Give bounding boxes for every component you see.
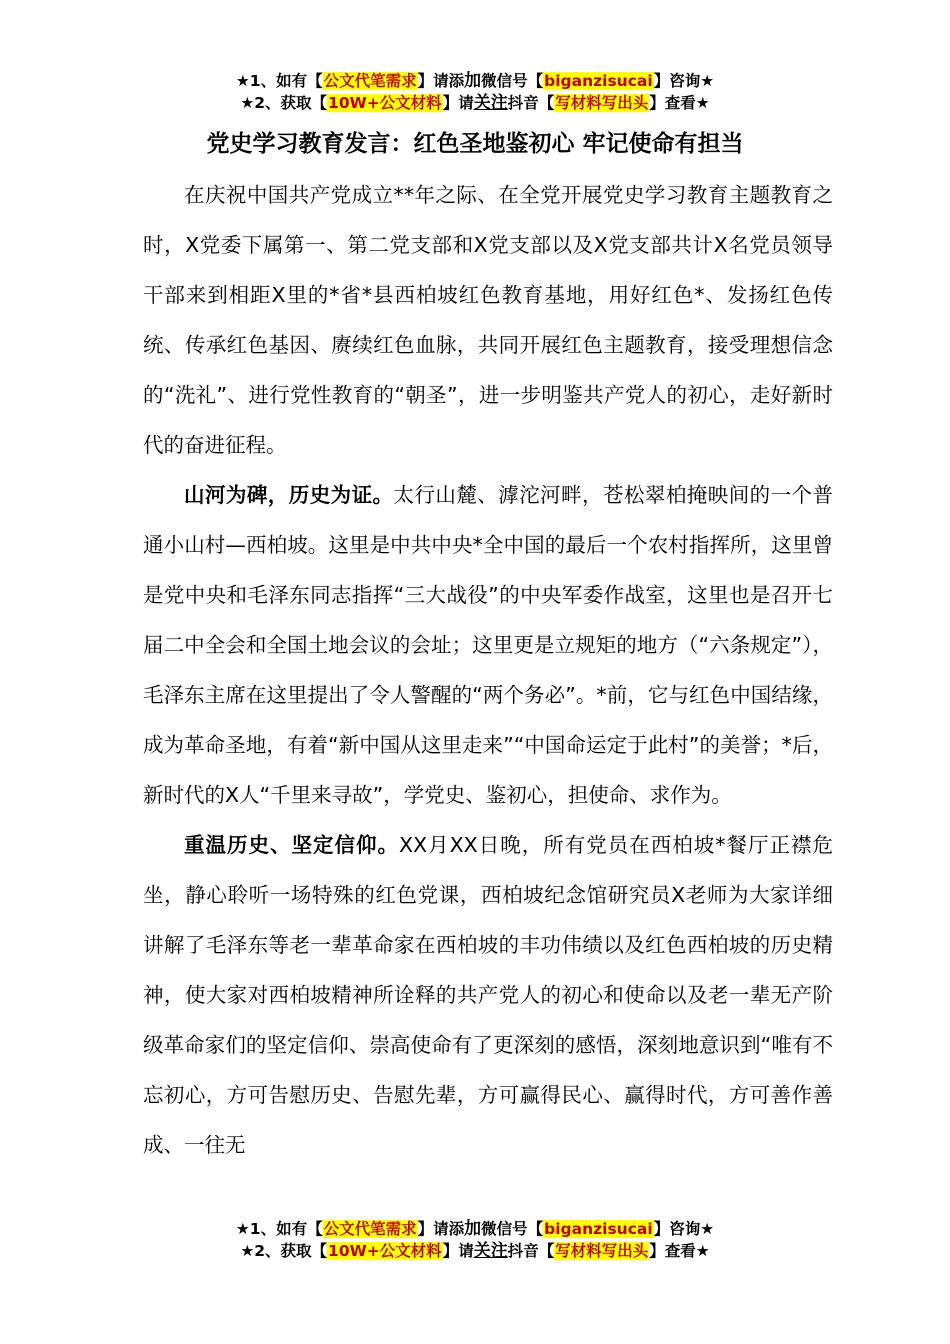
promo-highlight: 公文代笔需求 bbox=[323, 72, 417, 90]
promo-wechat-id: biganzisucai bbox=[544, 1220, 653, 1238]
paragraph-3 bbox=[143, 820, 833, 1170]
promo-highlight: 公文代笔需求 bbox=[323, 1220, 417, 1238]
document-title: 党史学习教育发言：红色圣地鉴初心 牢记使命有担当 bbox=[206, 131, 744, 157]
promo-line-2 bbox=[0, 92, 950, 114]
paragraph-lead: 重温历史、坚定信仰。 bbox=[184, 833, 400, 857]
promo-line-1 bbox=[0, 1218, 950, 1240]
promo-account-name: 写材料写出头 bbox=[555, 1242, 649, 1260]
promo-text: 】咨询★ bbox=[653, 72, 715, 90]
promo-text: ★1、如有【 bbox=[235, 72, 323, 90]
paragraph-text: 太行山麓、滹沱河畔，苍松翠柏掩映间的一个普通小山村—西柏坡。这里是中共中央*全中国的最后一个农村指挥所，这里曾是党中央和毛泽东同志指挥“三大战役”的中央军委作战室，这里也是召开七届二中全会和全国土地会议的会址；这里更是立规矩的地方（“六条规定”），毛泽东主席在这里提出了令人警醒的“两个务必”。*前，它与红色中国结缘，成为革命圣地，有着“新中国从这里走来”“中国命运定于此村”的美誉；*后，新时代的X人“千里来寻故”，学党史、鉴初心，担使命、求作为。 bbox=[143, 483, 833, 807]
promo-text: 关注 bbox=[473, 1241, 508, 1261]
promo-highlight: 10W+公文材料 bbox=[328, 1242, 442, 1260]
promo-text: 】咨询★ bbox=[653, 1220, 715, 1238]
promo-text: 加 bbox=[464, 71, 482, 91]
promo-highlight: 10W+公文材料 bbox=[328, 94, 442, 112]
promo-line-2 bbox=[0, 1240, 950, 1262]
promo-text: 】查看★ bbox=[649, 1242, 710, 1260]
promo-text: 】请 bbox=[442, 1242, 474, 1260]
promo-text: 抖音【 bbox=[507, 1242, 555, 1260]
promo-text: ★1、如有【 bbox=[235, 1220, 323, 1238]
paragraph-lead: 山河为碑，历史为证。 bbox=[184, 483, 394, 507]
promo-wechat-id: biganzisucai bbox=[544, 72, 653, 90]
promo-text: 微信号【 bbox=[481, 1220, 544, 1238]
promo-text: 】请 bbox=[442, 94, 474, 112]
promo-text: 抖音【 bbox=[507, 94, 555, 112]
paragraph-text: 在庆祝中国共产党成立**年之际、在全党开展党史学习教育主题教育之时，X党委下属第一、第二党支部和X党支部以及X党支部共计X名党员领导干部来到相距X里的*省*县西柏坡红色教育基地，用好红色*、发扬红色传统、传承红色基因、赓续红色血脉，共同开展红色主题教育，接受理想信念的“洗礼”、进行党性教育的“朝圣”，进一步明鉴共产党人的初心，走好新时代的奋进征程。 bbox=[143, 183, 833, 457]
paragraph-2 bbox=[143, 470, 833, 820]
promo-account-name: 写材料写出头 bbox=[555, 94, 649, 112]
promo-banner-bottom bbox=[0, 1218, 950, 1262]
promo-text: 微信号【 bbox=[481, 72, 544, 90]
paragraph-1 bbox=[143, 170, 833, 470]
promo-text: 】查看★ bbox=[649, 94, 710, 112]
promo-text: 关注 bbox=[473, 93, 508, 113]
document-body bbox=[143, 170, 833, 1170]
promo-text: ★2、获取【 bbox=[240, 1242, 328, 1260]
promo-line-1 bbox=[0, 70, 950, 92]
promo-text: 加 bbox=[464, 1219, 482, 1239]
promo-text: 】请添 bbox=[417, 1220, 465, 1238]
promo-banner-top bbox=[0, 70, 950, 114]
promo-text: ★2、获取【 bbox=[240, 94, 328, 112]
promo-text: 】请添 bbox=[417, 72, 465, 90]
paragraph-text: XX月XX日晚，所有党员在西柏坡*餐厅正襟危坐，静心聆听一场特殊的红色党课，西柏坡纪念馆研究员X老师为大家详细讲解了毛泽东等老一辈革命家在西柏坡的丰功伟绩以及红色西柏坡的历史精神，使大家对西柏坡精神所诠释的共产党人的初心和使命以及老一辈无产阶级革命家们的坚定信仰、崇高使命有了更深刻的感悟，深刻地意识到“唯有不忘初心，方可告慰历史、告慰先辈，方可赢得民心、赢得时代，方可善作善成、一往无 bbox=[143, 833, 833, 1157]
